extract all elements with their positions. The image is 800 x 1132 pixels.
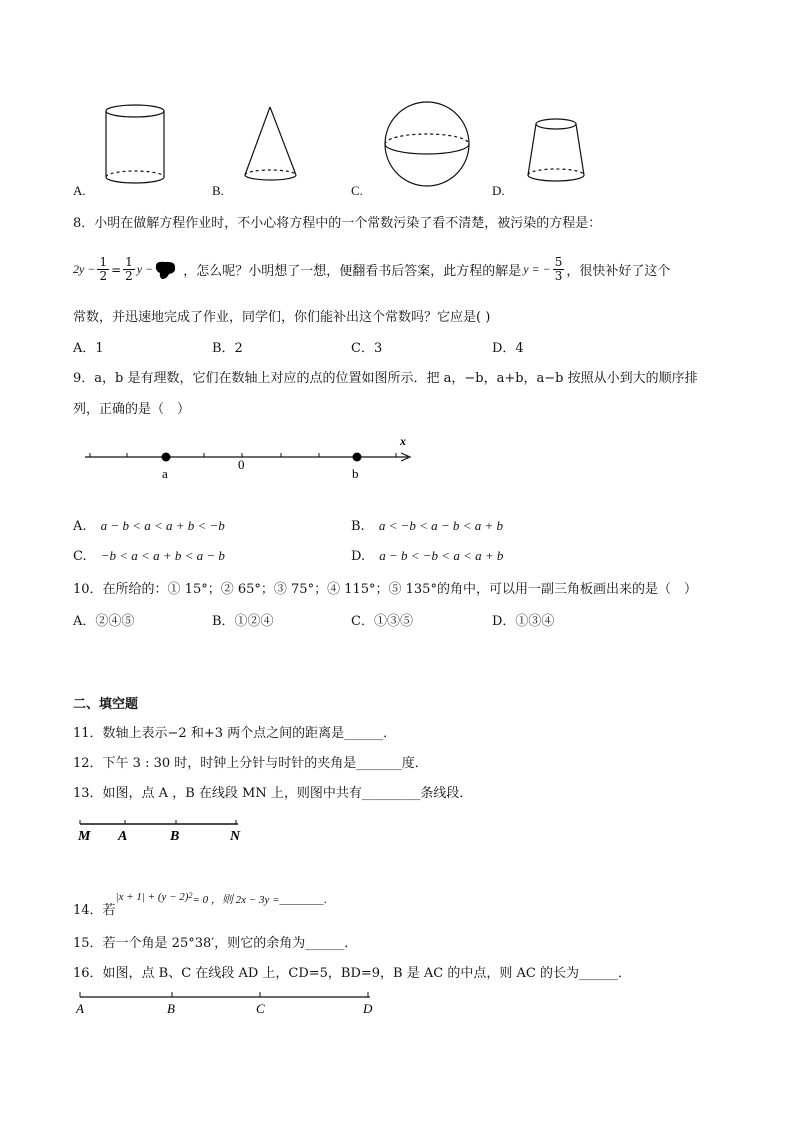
label-a-seg: A [118,829,128,844]
q14-tail: = 0 ，则 2x − 3y =________． [192,894,335,906]
q10-option-b: B．①②④ [212,614,274,629]
q8-sol-den: 3 [554,269,563,283]
q8-text3: ，很快补好了这个 [566,264,671,279]
q9-option-d-expr: a − b < −b < a < a + b [379,548,504,563]
q8-eq-left: 2y − [73,262,96,276]
q8-solution-fraction [553,256,565,283]
q9-option-a-expr: a − b < a < a + b < −b [100,518,225,533]
label-d-16: D [363,1001,373,1016]
q8-fraction-1 [97,256,109,283]
q8-stem: 8．小明在做解方程作业时，不小心将方程中的一个常数污染了看不清楚，被污染的方程是： [73,216,602,231]
q7-option-a: A. [73,183,86,198]
q14-expr: |x + 1| + (y − 2) [115,891,189,903]
label-m: M [78,829,91,844]
q8-frac2-den: 2 [125,269,133,283]
label-b: b [352,466,359,481]
label-b-16: B [167,1001,175,1016]
q8-frac1-num: 1 [99,255,108,269]
q16-text: 16．如图，点 B、C 在线段 AD 上，CD=5，BD=9，B 是 AC 的中点，则 AC 的长为______． [73,966,631,981]
q8-equation-line [73,256,670,283]
q9-option-c [73,548,225,564]
q9-line1: 9．a，b 是有理数，它们在数轴上对应的点的位置如图所示．把 a，−b，a+b，a−b 按照从小到大的顺序排 [73,371,698,386]
point-a [162,453,171,462]
label-n: N [230,829,241,844]
q9-line2: 列，正确的是（ ） [73,402,191,417]
label-zero: 0 [238,457,245,472]
q7-solids-figure [0,95,800,195]
q8-sol-left: y = − [523,262,551,276]
q7-option-c: C. [351,183,363,198]
q8-eq-sign: = [111,262,122,277]
cylinder-figure [106,105,164,183]
q13-text: 13．如图，点 A ，B 在线段 MN 上，则图中共有_________条线段． [73,786,473,801]
q9-option-c-expr: −b < a < a + b < a − b [100,548,225,563]
point-b [353,453,362,462]
q9-option-c-key: C. [73,549,87,564]
q8-sol-num: 5 [554,255,563,269]
q8-option-b: B．2 [212,341,243,356]
q8-option-a: A．1 [73,341,104,356]
q8-eq-mid: y − [136,262,154,276]
axis-var-label: x [400,434,406,448]
ink-blot-icon [153,259,177,281]
section-heading: 二、填空题 [73,697,139,712]
q8-option-d: D．4 [492,341,524,356]
q7-option-d: D. [492,183,505,198]
q8-frac1-den: 2 [99,269,108,283]
q12: 12．下午 3 : 30 时，时钟上分针与时针的夹角是_______度． [73,756,428,771]
q8-line3: 常数，并迅速地完成了作业，同学们，你们能补出这个常数吗？它应是( ) [73,310,491,325]
sphere-figure [385,102,469,186]
q10-option-d: D．①③④ [492,614,555,629]
q7-option-b: B. [212,183,224,198]
q9-option-a [73,518,225,534]
cone-figure [245,107,296,180]
q9-option-d [351,548,503,564]
q15: 15．若一个角是 25°38′，则它的余角为______． [73,936,358,951]
q16-segment-figure [70,985,390,1025]
q10-option-c: C．①③⑤ [351,614,413,629]
q9-option-d-key: D. [351,549,366,564]
label-c-16: C [256,1001,265,1016]
q9-number-line [70,432,430,487]
q9-option-a-key: A. [73,519,87,534]
q8-fraction-2 [123,256,135,283]
q10-stem: 10．在所给的：① 15°；② 65°；③ 75°；④ 115°；⑤ 135°的角中，可以用一副三角板画出来的是（ ） [73,582,697,597]
q14-prefix: 14．若 [73,903,116,918]
q8-option-c: C．3 [351,341,383,356]
q11: 11．数轴上表示−2 和+3 两个点之间的距离是______． [73,726,397,741]
q9-option-b-key: B. [351,519,365,534]
frustum-figure [528,119,584,181]
q9-option-b-expr: a < −b < a − b < a + b [378,518,503,533]
q14 [73,891,337,918]
q13-segment-figure [70,800,270,850]
q8-text2: ，怎么呢？小明想了一想，便翻看书后答案，此方程的解是 [183,264,522,279]
label-a: a [162,466,168,481]
label-b-seg: B [170,829,180,844]
q8-frac2-num: 1 [125,255,133,269]
q14-sup: 2 [188,891,193,900]
label-a-16: A [76,1001,84,1016]
q10-option-a: A．②④⑤ [73,614,135,629]
q9-option-b [351,518,503,534]
